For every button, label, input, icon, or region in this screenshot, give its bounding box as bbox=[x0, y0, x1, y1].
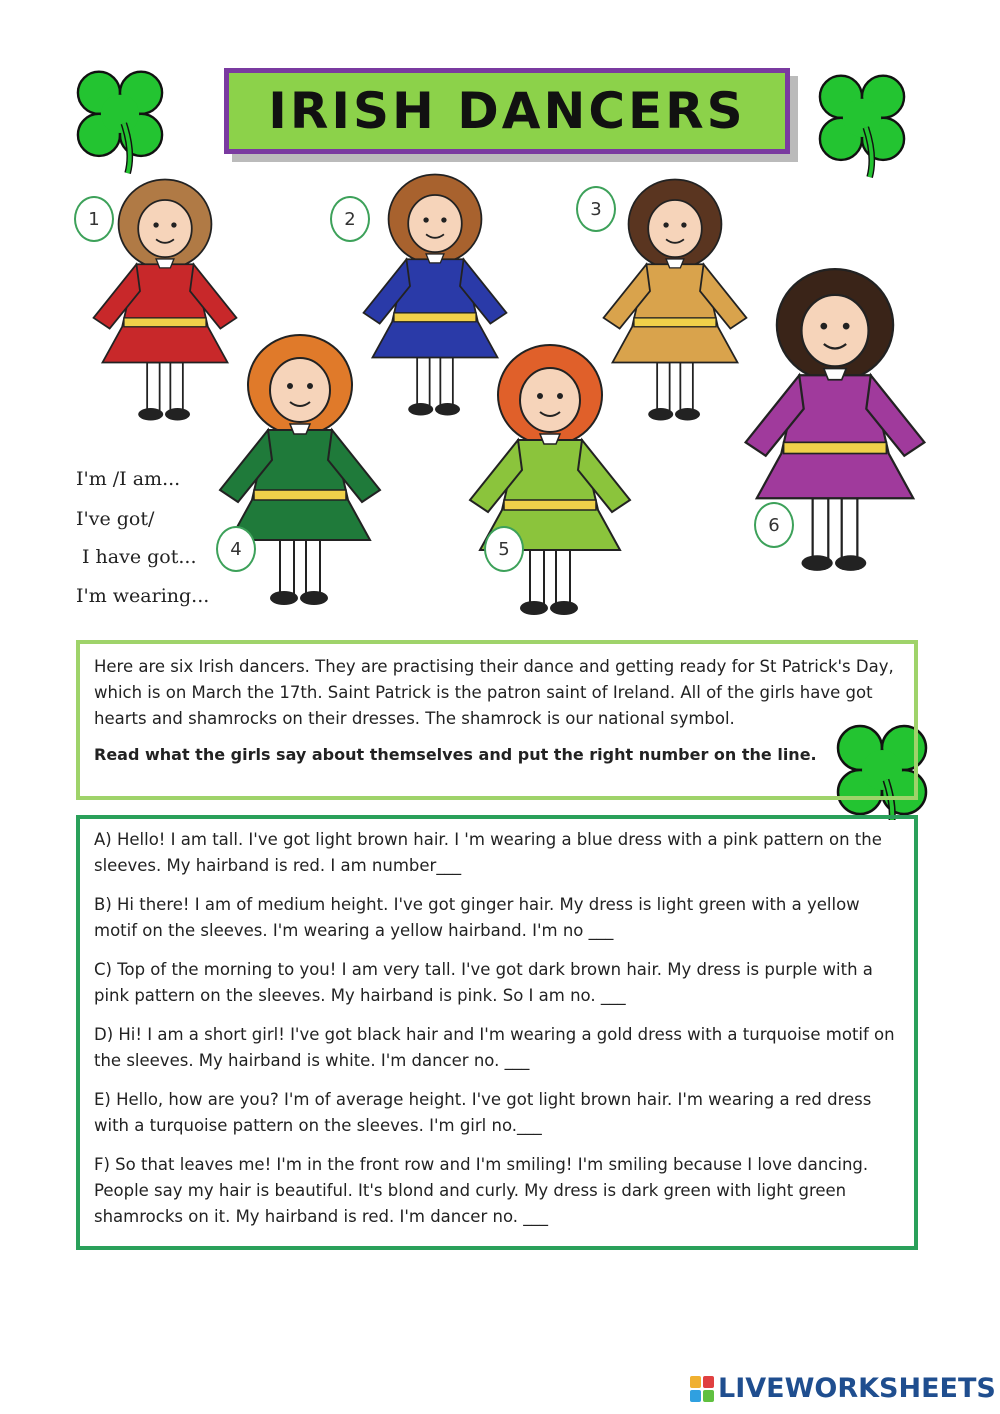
question-a: A) Hello! I am tall. I've got light brown hair. I 'm wearing a blue dress with a pink pattern on the sleeves. My hairband is red. I am number___ bbox=[94, 830, 882, 875]
logo-text: LIVEWORKSHEETS bbox=[718, 1373, 996, 1404]
intro-text: Here are six Irish dancers. They are practising their dance and getting ready for St Patrick's Day, which is on March the 17th. Saint Patrick is the patron saint of Ireland. All of the girls have got hearts and shamrocks on their dresses. The shamrock is our national symbol. bbox=[94, 657, 894, 728]
dancer-number-5: 5 bbox=[484, 526, 524, 572]
shamrock-icon bbox=[70, 66, 170, 176]
liveworksheets-logo bbox=[690, 1373, 996, 1404]
dancer-number-1: 1 bbox=[74, 196, 114, 242]
instruction-text: Read what the girls say about themselves and put the right number on the line. bbox=[94, 745, 817, 764]
phrase-i-have-got: I have got... bbox=[82, 546, 197, 568]
dancer-number-4: 4 bbox=[216, 526, 256, 572]
question-f: F) So that leaves me! I'm in the front row and I'm smiling! I'm smiling because I love dancing. People say my hair is beautiful. It's blond and curly. My dress is dark green with light green shamrocks on it. My hairband is red. I'm dancer no. ___ bbox=[94, 1155, 869, 1226]
dancer-number-3: 3 bbox=[576, 186, 616, 232]
dancer-5-illustration bbox=[460, 340, 640, 620]
question-b: B) Hi there! I am of medium height. I've got ginger hair. My dress is light green with a yellow motif on the sleeves. I'm wearing a yellow hairband. I'm no ___ bbox=[94, 895, 860, 940]
phrase-i-am: I'm /I am... bbox=[76, 468, 181, 490]
shamrock-icon bbox=[812, 70, 912, 180]
dancer-4-illustration bbox=[215, 325, 385, 615]
question-c: C) Top of the morning to you! I am very tall. I've got dark brown hair. My dress is purple with a pink pattern on the sleeves. My hairband is pink. So I am no. ___ bbox=[94, 960, 873, 1005]
intro-box bbox=[76, 640, 918, 800]
page-title: IRISH DANCERS bbox=[268, 82, 746, 140]
liveworksheets-logo-icon bbox=[690, 1376, 714, 1402]
dancer-number-6: 6 bbox=[754, 502, 794, 548]
question-d: D) Hi! I am a short girl! I've got black hair and I'm wearing a gold dress with a turquoise motif on the sleeves. My hairband is white. I'm dancer no. ___ bbox=[94, 1025, 895, 1070]
phrase-ive-got: I've got/ bbox=[76, 508, 155, 530]
phrase-im-wearing: I'm wearing... bbox=[76, 585, 210, 607]
questions-box bbox=[76, 815, 918, 1250]
dancer-number-2: 2 bbox=[330, 196, 370, 242]
question-e: E) Hello, how are you? I'm of average height. I've got light brown hair. I'm wearing a red dress with a turquoise pattern on the sleeves. I'm girl no.___ bbox=[94, 1090, 872, 1135]
title-banner bbox=[224, 68, 790, 154]
